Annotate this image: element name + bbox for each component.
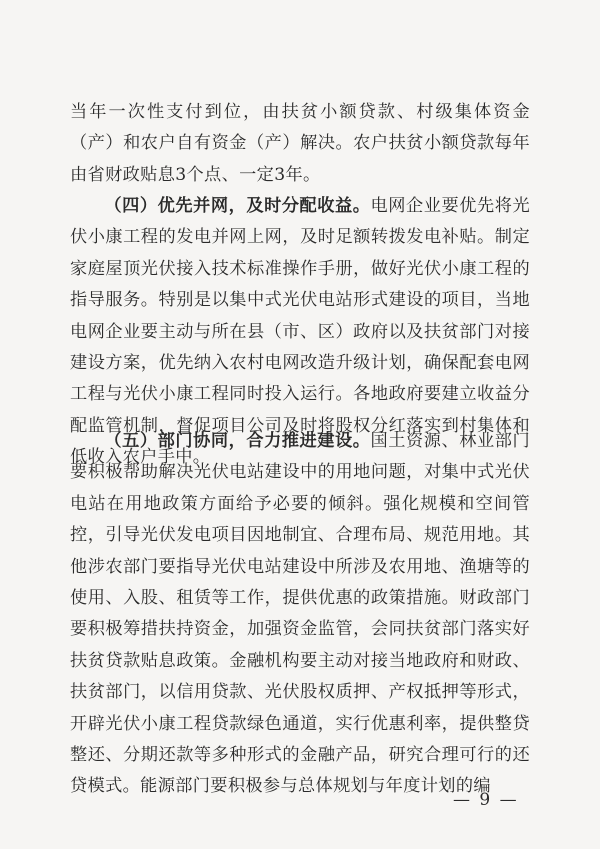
section-5-text: 国土资源、林业部门要积极帮助解决光伏电站建设中的用地问题，对集中式光伏电站在用地政策方面给予必要的倾斜。强化规模和空间管控，引导光伏发电项目因地制宜、合理布局、规范用地。其他涉农部门要指导光伏电站建设中所涉及农用地、渔塘等的使用、入股、租赁等工作，提供优惠的政策措施。财政部门要积极筹措扶持资金，加强资金监管，会同扶贫部门落实好扶贫贷款贴息政策。金融机构要主动对接当地政府和财政、扶贫部门，以信用贷款、光伏股权质押、产权抵押等形式，开辟光伏小康工程贷款绿色通道，实行优惠利率，提供整贷整还、分期还款等多种形式的金融产品，研究合理可行的还贷模式。能源部门要积极参与总体规划与年度计划的编 — [70, 431, 530, 797]
page-number: — 9 — — [453, 790, 519, 810]
paragraph-continuation — [70, 97, 530, 191]
paragraph-section-5 — [70, 426, 530, 803]
section-4-heading: （四）优先并网，及时分配收益。 — [104, 196, 371, 216]
paragraph-1-text: 当年一次性支付到位，由扶贫小额贷款、村级集体资金（产）和农户自有资金（产）解决。农户扶贫小额贷款每年由省财政贴息3个点、一定3年。 — [70, 102, 530, 185]
section-4-text: 电网企业要优先将光伏小康工程的发电并网上网，及时足额转拨发电补贴。制定家庭屋顶光伏接入技术标准操作手册，做好光伏小康工程的指导服务。特别是以集中式光伏电站形式建设的项目，当地电网企业要主动与所在县（市、区）政府以及扶贫部门对接建设方案，优先纳入农村电网改造升级计划，确保配套电网工程与光伏小康工程同时投入运行。各地政府要建立收益分配监管机制，督促项目公司及时将股权分红落实到村集体和低收入农户手中。 — [70, 196, 530, 468]
section-5-heading: （五）部门协同，合力推进建设。 — [104, 431, 371, 451]
